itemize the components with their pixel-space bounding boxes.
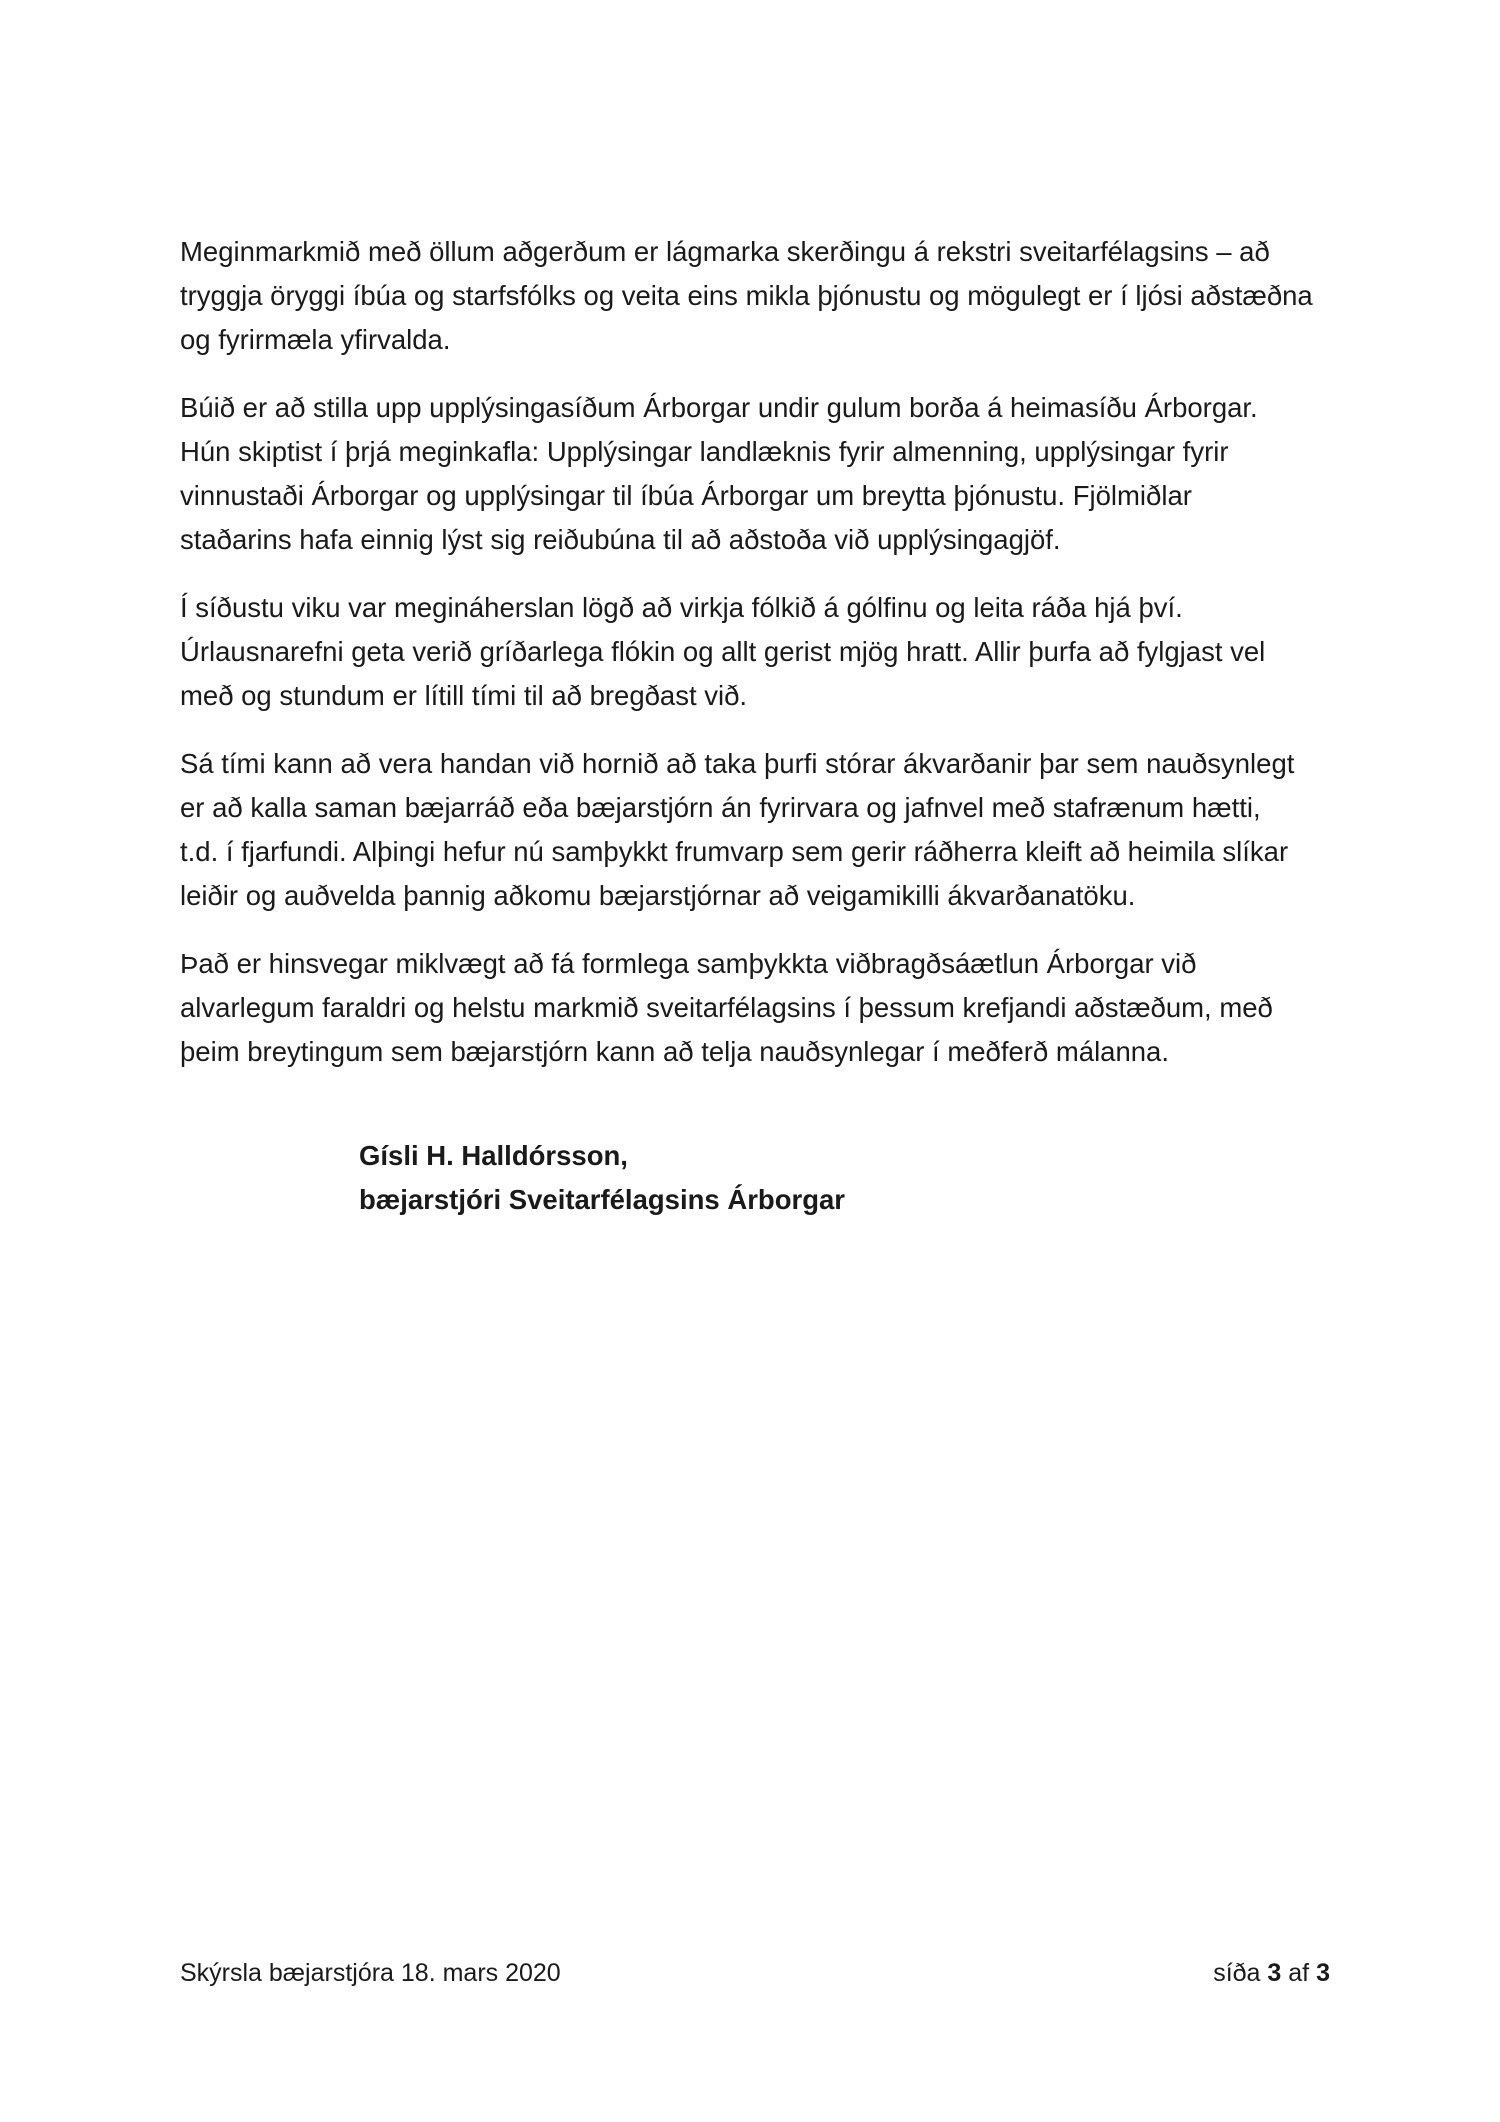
footer-page-number — [1213, 1956, 1330, 1990]
text-line: Sá tími kann að vera handan við hornið að taka þurfi stórar ákvarðanir þar sem nauðsynlegt — [180, 748, 1295, 779]
text-line: Það er hinsvegar miklvægt að fá formlega samþykkta viðbragðsáætlun Árborgar við — [180, 948, 1197, 979]
text-line: þeim breytingum sem bæjarstjórn kann að telja nauðsynlegar í meðferð málanna. — [180, 1036, 1169, 1067]
text-line: Meginmarkmið með öllum aðgerðum er lágmarka skerðingu á rekstri sveitarfélagsins – að — [180, 236, 1270, 267]
text-line: og fyrirmæla yfirvalda. — [180, 324, 451, 355]
text-line: staðarins hafa einnig lýst sig reiðubúna til að aðstoða við upplýsingagjöf. — [180, 524, 1061, 555]
paragraph-3 — [180, 586, 1330, 718]
signatory-title: bæjarstjóri Sveitarfélagsins Árborgar — [359, 1184, 845, 1215]
text-line: með og stundum er lítill tími til að bregðast við. — [180, 680, 748, 711]
report-body — [180, 230, 1330, 1098]
signatory-name: Gísli H. Halldórsson, — [359, 1140, 628, 1171]
paragraph-5 — [180, 942, 1330, 1074]
page-current: 3 — [1267, 1959, 1282, 1987]
text-line: er að kalla saman bæjarráð eða bæjarstjórn án fyrirvara og jafnvel með stafrænum hætti, — [180, 792, 1261, 823]
text-line: vinnustaði Árborgar og upplýsingar til íbúa Árborgar um breytta þjónustu. Fjölmiðlar — [180, 480, 1192, 511]
text-line: Búið er að stilla upp upplýsingasíðum Árborgar undir gulum borða á heimasíðu Árborgar. — [180, 392, 1258, 423]
text-line: Í síðustu viku var megináherslan lögð að virkja fólkið á gólfinu og leita ráða hjá því. — [180, 592, 1183, 623]
text-line: alvarlegum faraldri og helstu markmið sveitarfélagsins í þessum krefjandi aðstæðum, með — [180, 992, 1273, 1023]
page-total: 3 — [1316, 1959, 1330, 1987]
page-label: síða — [1213, 1959, 1261, 1987]
paragraph-4 — [180, 742, 1330, 918]
signature-block — [359, 1134, 845, 1222]
paragraph-1 — [180, 230, 1330, 362]
text-line: t.d. í fjarfundi. Alþingi hefur nú samþykkt frumvarp sem gerir ráðherra kleift að heimila slíkar — [180, 836, 1289, 867]
page-of-label: af — [1288, 1959, 1310, 1987]
footer-document-title: Skýrsla bæjarstjóra 18. mars 2020 — [180, 1959, 561, 1987]
paragraph-2 — [180, 386, 1330, 562]
text-line: Úrlausnarefni geta verið gríðarlega flókin og allt gerist mjög hratt. Allir þurfa að fylgjast vel — [180, 636, 1266, 667]
text-line: Hún skiptist í þrjá meginkafla: Upplýsingar landlæknis fyrir almenning, upplýsingar fyrir — [180, 436, 1229, 467]
text-line: leiðir og auðvelda þannig aðkomu bæjarstjórnar að veigamikilli ákvarðanatöku. — [180, 880, 1136, 911]
text-line: tryggja öryggi íbúa og starfsfólks og veita eins mikla þjónustu og mögulegt er í ljósi aðstæðna — [180, 280, 1313, 311]
